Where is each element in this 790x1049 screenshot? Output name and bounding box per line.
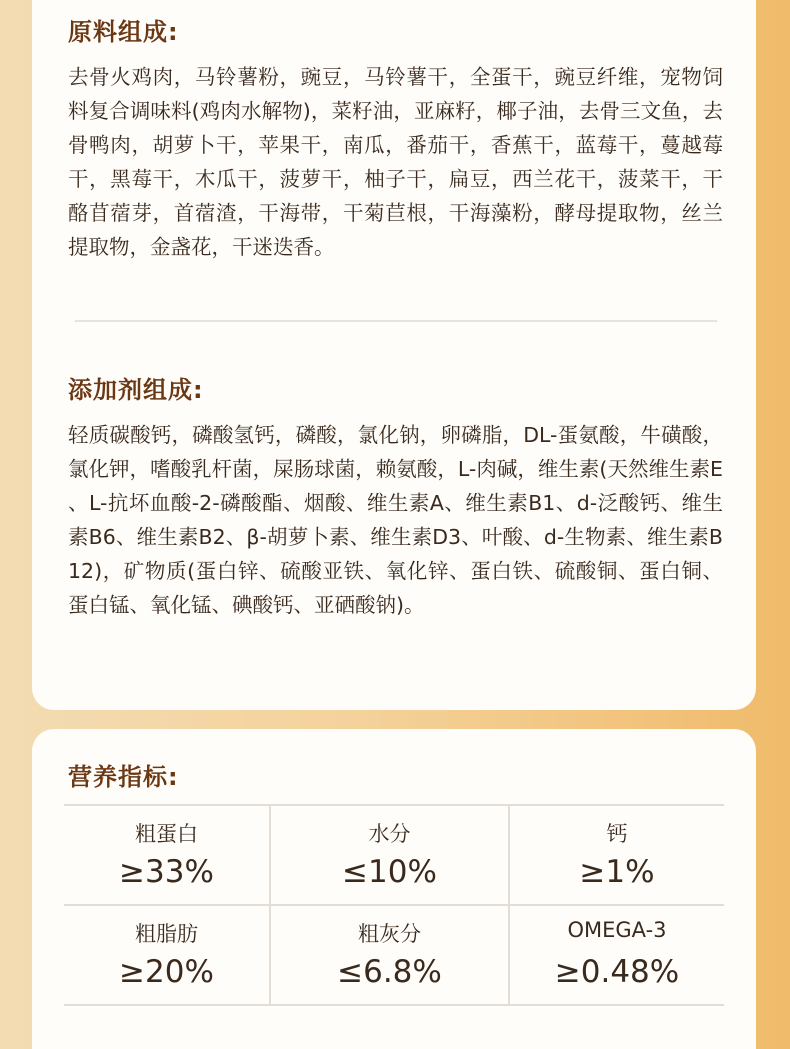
nutrient-label: 粗灰分: [358, 922, 421, 946]
section-divider: [75, 320, 717, 322]
nutrient-value: ≥1%: [579, 854, 655, 890]
additives-title: 添加剂组成:: [68, 376, 204, 404]
nutrient-label: 粗脂肪: [135, 922, 198, 946]
nutrition-cell: [64, 906, 271, 1006]
nutrient-value: ≤6.8%: [337, 954, 442, 990]
nutrient-value: ≤10%: [342, 854, 437, 890]
nutrient-label: 水分: [368, 822, 411, 846]
ingredients-title: 原料组成:: [68, 18, 179, 46]
nutrition-card: [32, 729, 756, 1049]
ingredients-card: [32, 0, 756, 710]
additives-text: 轻质碳酸钙，磷酸氢钙，磷酸，氯化钠，卵磷脂，DL-蛋氨酸，牛磺酸，氯化钾，嗜酸乳杆菌，屎肠球菌，赖氨酸，L-肉碱，维生素(天然维生素E 、L-抗坏血酸-2-磷酸酯、烟酸、维生素A、维生素B1、d-泛酸钙、维生素B6、维生素B2、β-胡萝卜素、维生素D3、叶酸、d-生物素、维生素B12)，矿物质(蛋白锌、硫酸亚铁、氧化锌、蛋白铁、硫酸铜、蛋白铜、蛋白锰、氧化锰、碘酸钙、亚硒酸钠)。: [68, 423, 743, 617]
nutrition-title: 营养指标:: [68, 763, 179, 791]
nutrient-value: ≥20%: [119, 954, 214, 990]
nutrient-label: 粗蛋白: [135, 822, 198, 846]
nutrition-cell: [271, 906, 510, 1006]
nutrient-value: ≥33%: [119, 854, 214, 890]
nutrition-cell: [64, 806, 271, 906]
nutrient-label: 钙: [606, 822, 628, 846]
nutrition-cell: [510, 906, 724, 1006]
nutrition-cell: [271, 806, 510, 906]
nutrient-value: ≥0.48%: [554, 954, 680, 990]
ingredients-text: 去骨火鸡肉，马铃薯粉，豌豆，马铃薯干，全蛋干，豌豆纤维，宠物饲料复合调味料(鸡肉水解物)，菜籽油，亚麻籽，椰子油，去骨三文鱼，去骨鸭肉，胡萝卜干，苹果干，南瓜，番茄干，香蕉干，蓝莓干，蔓越莓干，黑莓干，木瓜干，菠萝干，柚子干，扁豆，西兰花干，菠菜干，干酪苜蓿芽，首蓿渣，干海带，干菊苣根，干海藻粉，酵母提取物，丝兰提取物，金盏花，干迷迭香。: [68, 65, 723, 259]
nutrition-table: [64, 804, 724, 1006]
nutrition-cell: [510, 806, 724, 906]
nutrient-label: OMEGA-3: [567, 918, 667, 942]
